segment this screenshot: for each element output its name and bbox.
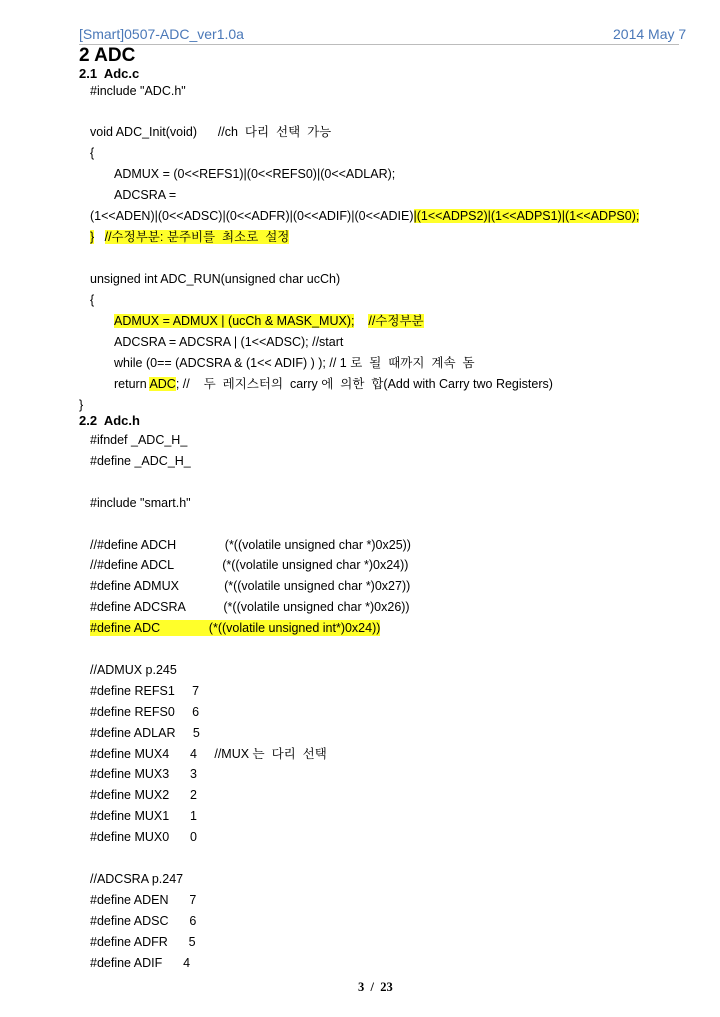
code-line: #define MUX1 1: [90, 809, 198, 824]
code-line: #define ADLAR 5: [90, 725, 200, 740]
code-line: #define REFS1 7: [90, 683, 200, 698]
code-line: //#define ADCH (*((volatile unsigned char *)0x25)): [90, 537, 411, 552]
code-line: #define ADSC 6: [90, 913, 197, 928]
close-brace-highlight: }: [90, 230, 95, 244]
code-line: #define ADEN 7: [90, 892, 197, 907]
admux-comment-highlight: //수정부분: [368, 314, 424, 328]
code-line-run-close: }: [79, 398, 84, 412]
subsection-title-adc-h: 2.2 Adc.h: [79, 413, 140, 428]
page-number: 3 / 23: [358, 980, 393, 994]
subsection-title-adc-c: 2.1 Adc.c: [79, 66, 140, 81]
admux-assignment-highlight: ADMUX = ADMUX | (ucCh & MASK_MUX);: [114, 314, 355, 328]
code-line-run-brace-open: {: [90, 293, 95, 307]
adc-return-highlight: ADC: [149, 377, 176, 391]
code-line: #define ADC (*((volatile unsigned int*)0x24)): [90, 621, 381, 636]
code-line-run-adcsra: ADCSRA = ADCSRA | (1<<ADSC); //start: [114, 335, 344, 349]
code-line: #define _ADC_H_: [90, 453, 191, 468]
code-line: #define MUX2 2: [90, 788, 198, 803]
code-line: #ifndef _ADC_H_: [90, 433, 188, 447]
code-line: //#define ADCL (*((volatile unsigned char *)0x24)): [90, 558, 409, 573]
code-line-init-signature: void ADC_Init(void) //ch 다리 선택 가능: [90, 125, 332, 139]
document-date: 2014 May 7: [613, 26, 687, 42]
return-keyword: return: [114, 377, 150, 391]
code-line: #define ADIF 4: [90, 955, 191, 970]
code-line-run-return: [114, 376, 553, 392]
code-line-init-close: [90, 229, 289, 245]
code-line-include: #include "ADC.h": [90, 84, 186, 98]
code-line: //ADMUX p.245: [90, 662, 177, 677]
code-line-run-signature: unsigned int ADC_RUN(unsigned char ucCh): [90, 272, 341, 286]
header-divider: [79, 44, 679, 45]
code-line: #define REFS0 6: [90, 704, 200, 719]
code-line-admux-init: ADMUX = (0<<REFS1)|(0<<REFS0)|(0<<ADLAR);: [114, 167, 396, 181]
prescaler-comment-highlight: 분주비를 최소로 설정: [166, 230, 290, 244]
document-title: [Smart]0507-ADC_ver1.0a: [79, 26, 244, 42]
code-line-adcsra-continuation: [90, 208, 639, 224]
code-line: #define ADFR 5: [90, 934, 196, 949]
code-line: //ADCSRA p.247: [90, 871, 184, 886]
modified-comment-highlight: //수정부분:: [104, 230, 167, 244]
code-line-run-admux: [114, 313, 424, 329]
code-line: #define MUX0 0: [90, 830, 198, 845]
code-line-brace-open: {: [90, 146, 95, 160]
section-title: 2 ADC: [79, 45, 136, 66]
code-line: #define MUX4 4 //MUX 는 다리 선택: [90, 746, 327, 761]
code-line: #define MUX3 3: [90, 767, 198, 782]
return-comment: ; // 두 레지스터의 carry 에 의한 합(Add with Carry two Registers): [175, 377, 553, 391]
adcsra-bits: (1<<ADEN)|(0<<ADSC)|(0<<ADFR)|(0<<ADIF)|(0<<ADIE): [90, 209, 414, 223]
code-line: #define ADCSRA (*((volatile unsigned char *)0x26)): [90, 600, 410, 615]
code-line-adcsra-init: ADCSRA =: [114, 188, 177, 202]
code-line: #include "smart.h": [90, 495, 191, 510]
adcsra-prescaler-highlight: |(1<<ADPS2)|(1<<ADPS1)|(1<<ADPS0);: [413, 209, 640, 223]
code-line: #define ADMUX (*((volatile unsigned char *)0x27)): [90, 579, 411, 594]
code-line-run-while: while (0== (ADCSRA & (1<< ADIF) ) ); // 1 로 될 때까지 계속 돔: [114, 356, 475, 370]
